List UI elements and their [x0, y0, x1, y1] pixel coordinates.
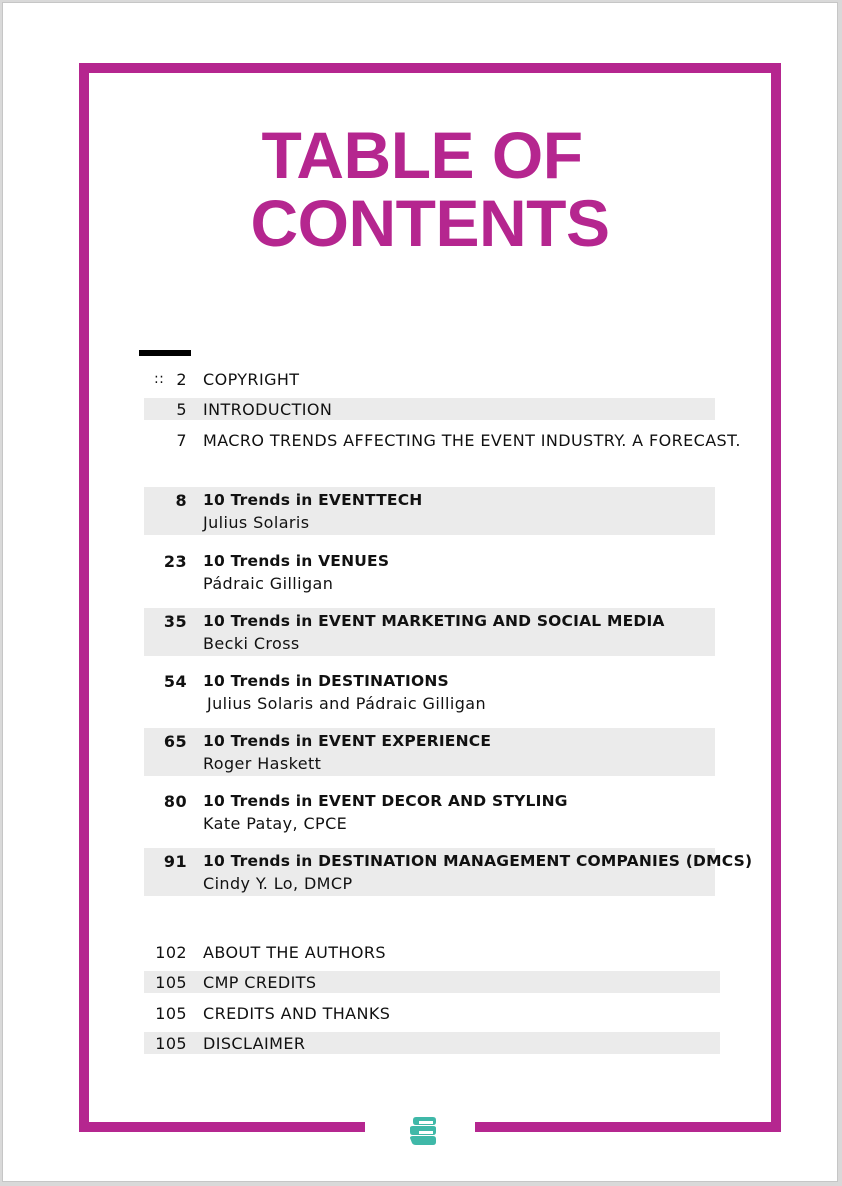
toc-page-number: 8: [175, 491, 187, 510]
toc-chapter-event-marketing[interactable]: [144, 608, 715, 656]
toc-chapter-event-experience[interactable]: [144, 728, 715, 776]
frame-border-top: [79, 63, 781, 73]
toc-page-number: 23: [163, 552, 187, 571]
toc-entry-label: COPYRIGHT: [203, 370, 300, 389]
toc-page-number: 65: [163, 732, 187, 751]
toc-entry-copyright[interactable]: [144, 368, 715, 390]
toc-chapter-title: 10 Trends in VENUES: [203, 552, 390, 570]
toc-entry-label: CMP CREDITS: [203, 973, 317, 992]
toc-chapter-title: 10 Trends in EVENT DECOR AND STYLING: [203, 792, 568, 810]
toc-chapter-author: Julius Solaris: [203, 513, 310, 532]
toc-entry-cmp-credits[interactable]: [144, 971, 720, 993]
frame-border-bottom-right: [475, 1122, 781, 1132]
toc-page-number: 54: [163, 672, 187, 691]
toc-page-number: 105: [155, 1004, 187, 1023]
brand-logo-icon: [407, 1114, 439, 1148]
toc-entry-credits-thanks[interactable]: [144, 1002, 715, 1024]
toc-chapter-author: Roger Haskett: [203, 754, 322, 773]
toc-chapter-title: 10 Trends in DESTINATIONS: [203, 672, 449, 690]
toc-chapter-author: Becki Cross: [203, 634, 300, 653]
toc-page-number: 91: [163, 852, 187, 871]
toc-entry-label: DISCLAIMER: [203, 1034, 306, 1053]
document-page: [2, 2, 838, 1182]
toc-chapter-title: 10 Trends in EVENT EXPERIENCE: [203, 732, 492, 750]
frame-border-left: [79, 63, 89, 1132]
toc-page-number: 102: [155, 943, 187, 962]
toc-page-number: 2: [176, 370, 187, 389]
page-title: [89, 118, 771, 260]
toc-entry-label: ABOUT THE AUTHORS: [203, 943, 386, 962]
toc-page-number: 5: [176, 400, 187, 419]
toc-chapter-title: 10 Trends in DESTINATION MANAGEMENT COMPANIES (DMCS): [203, 852, 753, 870]
frame-border-bottom-left: [79, 1122, 365, 1132]
toc-chapter-event-decor[interactable]: [144, 788, 715, 836]
toc-chapter-author: Julius Solaris and Pádraic Gilligan: [207, 694, 487, 713]
toc-entry-introduction[interactable]: [144, 398, 715, 420]
toc-entry-label: MACRO TRENDS AFFECTING THE EVENT INDUSTRY. A FORECAST.: [203, 431, 741, 450]
toc-page-number: 105: [155, 973, 187, 992]
toc-entry-label: INTRODUCTION: [203, 400, 333, 419]
toc-chapter-author: Kate Patay, CPCE: [203, 814, 348, 833]
toc-entry-about-authors[interactable]: [144, 941, 715, 963]
frame-border-right: [771, 63, 781, 1132]
toc-chapter-destinations[interactable]: [144, 668, 715, 716]
toc-page-number: 7: [176, 431, 187, 450]
page-title-line-1: TABLE OF: [261, 118, 583, 192]
page-title-line-2: CONTENTS: [250, 186, 610, 260]
toc-chapter-dmcs[interactable]: [144, 848, 753, 896]
toc-chapter-author: Cindy Y. Lo, DMCP: [203, 874, 353, 893]
toc-entry-label: CREDITS AND THANKS: [203, 1004, 391, 1023]
toc-chapter-title: 10 Trends in EVENT MARKETING AND SOCIAL MEDIA: [203, 612, 665, 630]
toc-page-number: 105: [155, 1034, 187, 1053]
toc-chapter-eventtech[interactable]: [144, 487, 715, 535]
accent-bar: [139, 350, 191, 356]
toc-chapter-venues[interactable]: [144, 548, 715, 596]
toc-entry-disclaimer[interactable]: [144, 1032, 720, 1054]
toc-entry-prefix: ::: [154, 371, 165, 387]
toc-chapter-title: 10 Trends in EVENTTECH: [203, 491, 423, 509]
toc-page-number: 35: [163, 612, 187, 631]
toc-chapter-author: Pádraic Gilligan: [203, 574, 334, 593]
toc-page-number: 80: [163, 792, 187, 811]
toc-entry-macro-trends[interactable]: [144, 429, 741, 451]
